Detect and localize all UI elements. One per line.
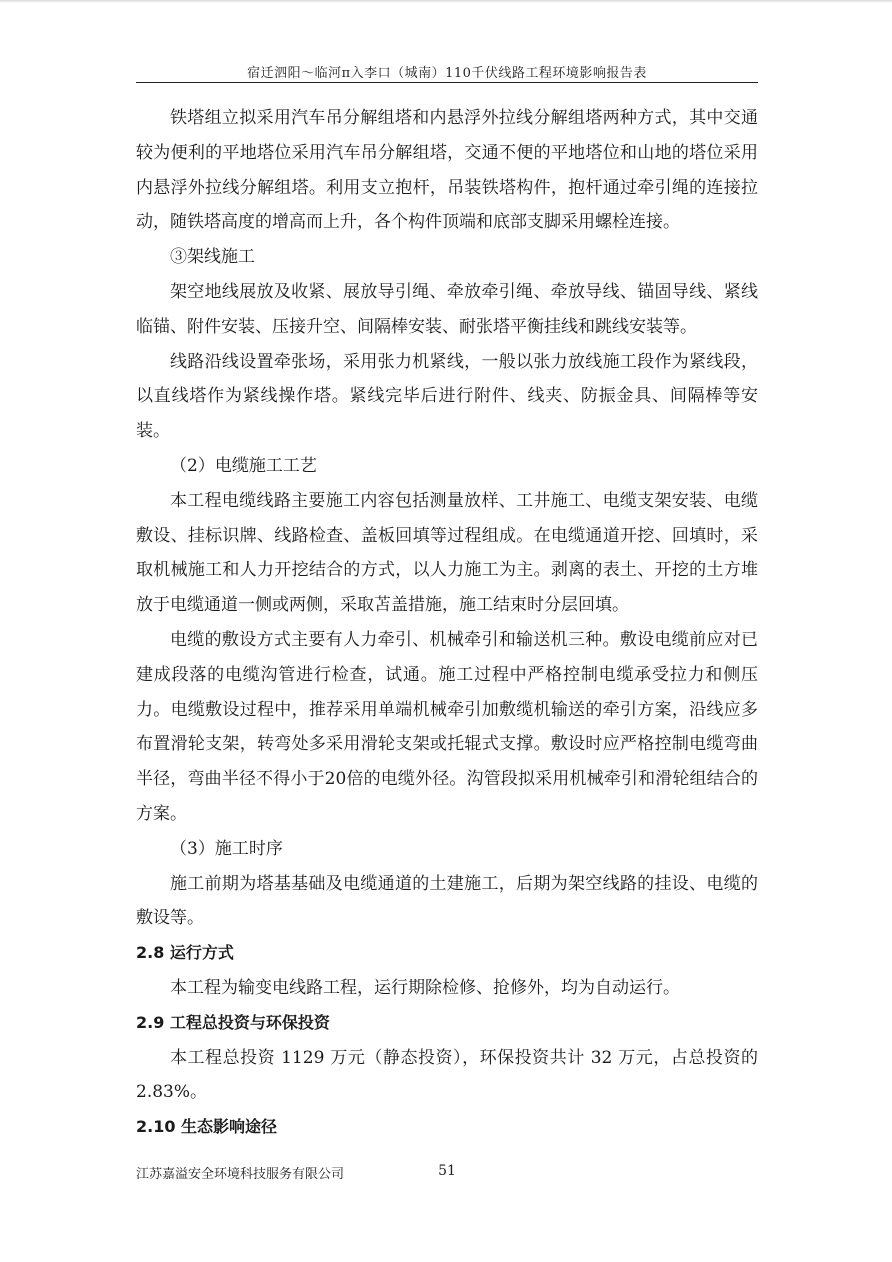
page-body <box>136 101 758 1145</box>
header-divider <box>136 82 758 83</box>
section-heading-ecological-impact: 2.10 生态影响途径 <box>136 1117 278 1137</box>
page-header-title: 宿迁泗阳～临河π入李口（城南）110千伏线路工程环境影响报告表 <box>247 66 647 81</box>
subheading-cable-process: （2）电缆施工工艺 <box>170 455 317 476</box>
section-heading-investment: 2.9 工程总投资与环保投资 <box>136 1012 330 1032</box>
subheading-construction-sequence: （3）施工时序 <box>170 838 283 859</box>
paragraph-tension-field: 线路沿线设置牵张场，采用张力机紧线，一般以张力放线施工段作为紧线段，以直线塔作为紧线操作塔。紧线完毕后进行附件、线夹、防振金具、间隔棒等安装。 <box>136 351 758 442</box>
paragraph-cable-construction: 本工程电缆线路主要施工内容包括测量放样、工井施工、电缆支架安装、电缆敷设、挂标识牌、线路检查、盖板回填等过程组成。在电缆通道开挖、回填时，采取机械施工和人力开挖结合的方式，以人力施工为主。剥离的表土、开挖的土方堆放于电缆通道一侧或两侧，采取苫盖措施，施工结束时分层回填。 <box>136 490 758 616</box>
paragraph-construction-sequence: 施工前期为塔基基础及电缆通道的土建施工，后期为架空线路的挂设、电缆的敷设等。 <box>136 873 758 929</box>
section-heading-operation-mode: 2.8 运行方式 <box>136 943 234 963</box>
paragraph-cable-laying: 电缆的敷设方式主要有人力牵引、机械牵引和输送机三种。敷设电缆前应对已建成段落的电缆沟管进行检查，试通。施工过程中严格控制电缆承受拉力和侧压力。电缆敷设过程中，推荐采用单端机械牵引加敷缆机输送的牵引方案，沿线应多布置滑轮支架，转弯处多采用滑轮支架或托辊式支撑。敷设时应严格控制电缆弯曲半径，弯曲半径不得小于20倍的电缆外径。沟管段拟采用机械牵引和滑轮组结合的方案。 <box>136 629 758 824</box>
paragraph-stringing-steps: 架空地线展放及收紧、展放导引绳、牵放牵引绳、牵放导线、锚固导线、紧线临锚、附件安装、压接升空、间隔棒安装、耐张塔平衡挂线和跳线安装等。 <box>136 281 758 337</box>
page-top-edge <box>0 0 892 3</box>
subheading-stringing: ③架线施工 <box>170 247 255 268</box>
paragraph-tower-assembly: 铁塔组立拟采用汽车吊分解组塔和内悬浮外拉线分解组塔两种方式，其中交通较为便利的平地塔位采用汽车吊分解组塔，交通不便的平地塔位和山地的塔位采用内悬浮外拉线分解组塔。利用支立抱杆，吊装铁塔构件，抱杆通过牵引绳的连接拉动，随铁塔高度的增高而上升，各个构件顶端和底部支脚采用螺栓连接。 <box>136 108 758 233</box>
paragraph-operation-mode: 本工程为输变电线路工程，运行期除检修、抢修外，均为自动运行。 <box>170 977 680 998</box>
footer-company: 江苏嘉溢安全环境科技服务有限公司 <box>136 1167 345 1182</box>
page-number: 51 <box>438 1163 456 1179</box>
paragraph-investment: 本工程总投资 1129 万元（静态投资），环保投资共计 32 万元，占总投资的2.83%。 <box>136 1047 758 1103</box>
